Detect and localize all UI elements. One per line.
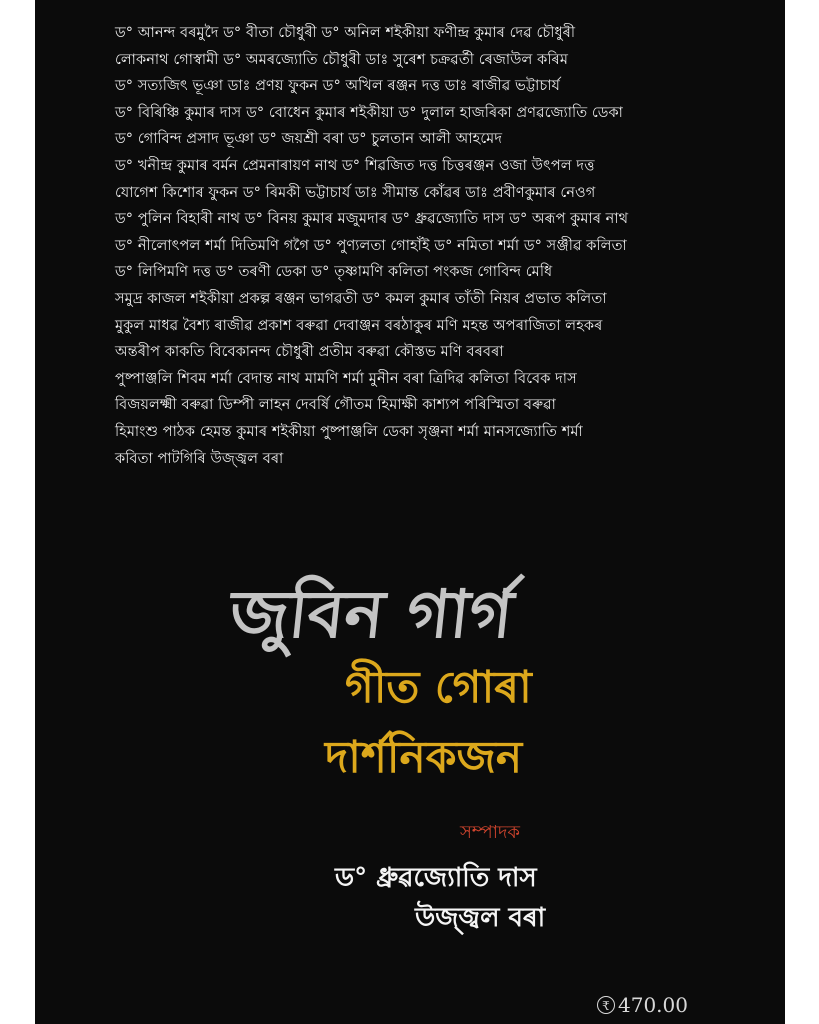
contributor-line: ড° গোবিন্দ প্ৰসাদ ভূঞা ড° জয়শ্ৰী বৰা ড° চুলতান আলী আহমেদ — [115, 131, 503, 148]
contributor-line: হিমাংশু পাঠক হেমন্ত কুমাৰ শইকীয়া পুষ্পাঞ্জলি ডেকা সৃঞ্জনা শৰ্মা মানসজ্যোতি শৰ্মা — [115, 423, 583, 440]
contributor-line: ড° খনীন্দ্ৰ কুমাৰ বৰ্মন প্ৰেমনাৰায়ণ নাথ ড° শিৱজিত দত্ত চিত্তৰঞ্জন ওজা উৎপল দত্ত — [115, 157, 595, 174]
contributor-line: ড° পুলিন বিহাৰী নাথ ড° বিনয় কুমাৰ মজুমদাৰ ড° ধ্ৰুৱজ্যোতি দাস ড° অৰূপ কুমাৰ নাথ — [115, 211, 629, 228]
book-title: জুবিন গাৰ্গ — [226, 576, 517, 653]
contributor-line: ড° লিপিমণি দত্ত ড° তৰণী ডেকা ড° তৃষ্ণামণি কলিতা পংকজ গোবিন্দ মেধি — [115, 264, 553, 281]
contributor-line: বিজয়লক্ষ্মী বৰুৱা ডিম্পী লাহন দেবৰ্ষি গৌতম হিমাক্ষী কাশ্যপ পৰিস্মিতা বৰুৱা — [115, 397, 556, 414]
contributor-line: লোকনাথ গোস্বামী ড° অমৰজ্যোতি চৌধুৰী ডাঃ সুৰেশ চক্ৰৱৰ্তী ৰেজাউল কৰিম — [115, 51, 568, 68]
price-value: 470.00 — [618, 993, 688, 1017]
book-cover — [35, 0, 785, 1024]
price-tag — [597, 992, 688, 1018]
contributor-line: অন্তৰীপ কাকতি বিবেকানন্দ চৌধুৰী প্ৰতীম বৰুৱা কৌস্তভ মণি বৰবৰা — [115, 344, 504, 361]
contributor-line: মুকুল মাধৱ বৈশ্য ৰাজীৱ প্ৰকাশ বৰুৱা দেবাঞ্জন বৰঠাকুৰ মণি মহন্ত অপৰাজিতা লহকৰ — [115, 317, 603, 334]
book-subtitle-line-1: গীত গোৰা — [345, 662, 532, 713]
editor-name: উজ্জ্বল বৰা — [415, 903, 546, 933]
contributor-line: ড° বিৰিঞ্চি কুমাৰ দাস ড° বোধেন কুমাৰ শইকীয়া ড° দুলাল হাজৰিকা প্ৰণৱজ্যোতি ডেকা — [115, 104, 623, 121]
contributor-line: যোগেশ কিশোৰ ফুকন ড° ৰিমকী ভট্টাচাৰ্য ডাঃ সীমান্ত কোঁৱৰ ডাঃ প্ৰবীণকুমাৰ নেওগ — [115, 184, 596, 201]
contributor-line: ড° সত্যজিৎ ভূঞা ডাঃ প্ৰণয় ফুকন ড° অখিল ৰঞ্জন দত্ত ডাঃ ৰাজীৱ ভট্টাচাৰ্য — [115, 78, 560, 95]
contributor-line: কবিতা পাটগিৰি উজ্জ্বল বৰা — [115, 450, 284, 467]
contributor-line: সমুদ্ৰ কাজল শইকীয়া প্ৰকল্প ৰঞ্জন ভাগৱতী ড° কমল কুমাৰ তাঁতী নিয়ৰ প্ৰভাত কলিতা — [115, 290, 607, 307]
rupee-icon: ₹ — [597, 996, 615, 1014]
contributor-line: ড° আনন্দ বৰমুদৈ ড° বীতা চৌধুৰী ড° অনিল শইকীয়া ফণীন্দ্ৰ কুমাৰ দেৱ চৌধুৰী — [115, 25, 576, 41]
editor-label: সম্পাদক — [460, 822, 521, 843]
book-subtitle-line-2: দাৰ্শনিকজন — [325, 732, 523, 783]
contributor-line: পুষ্পাঞ্জলি শিবম শৰ্মা বেদান্ত নাথ মামণি শৰ্মা মুনীন বৰা ত্ৰিদিৱ কলিতা বিবেক দাস — [115, 370, 577, 387]
contributor-line: ড° নীলোৎপল শৰ্মা দিতিমণি গগৈ ড° পুণ্যলতা গোহাঁই ড° নমিতা শৰ্মা ড° সঞ্জীৱ কলিতা — [115, 237, 627, 254]
contributor-list — [115, 20, 755, 472]
editor-name: ড° ধ্ৰুৱজ্যোতি দাস — [335, 863, 537, 893]
